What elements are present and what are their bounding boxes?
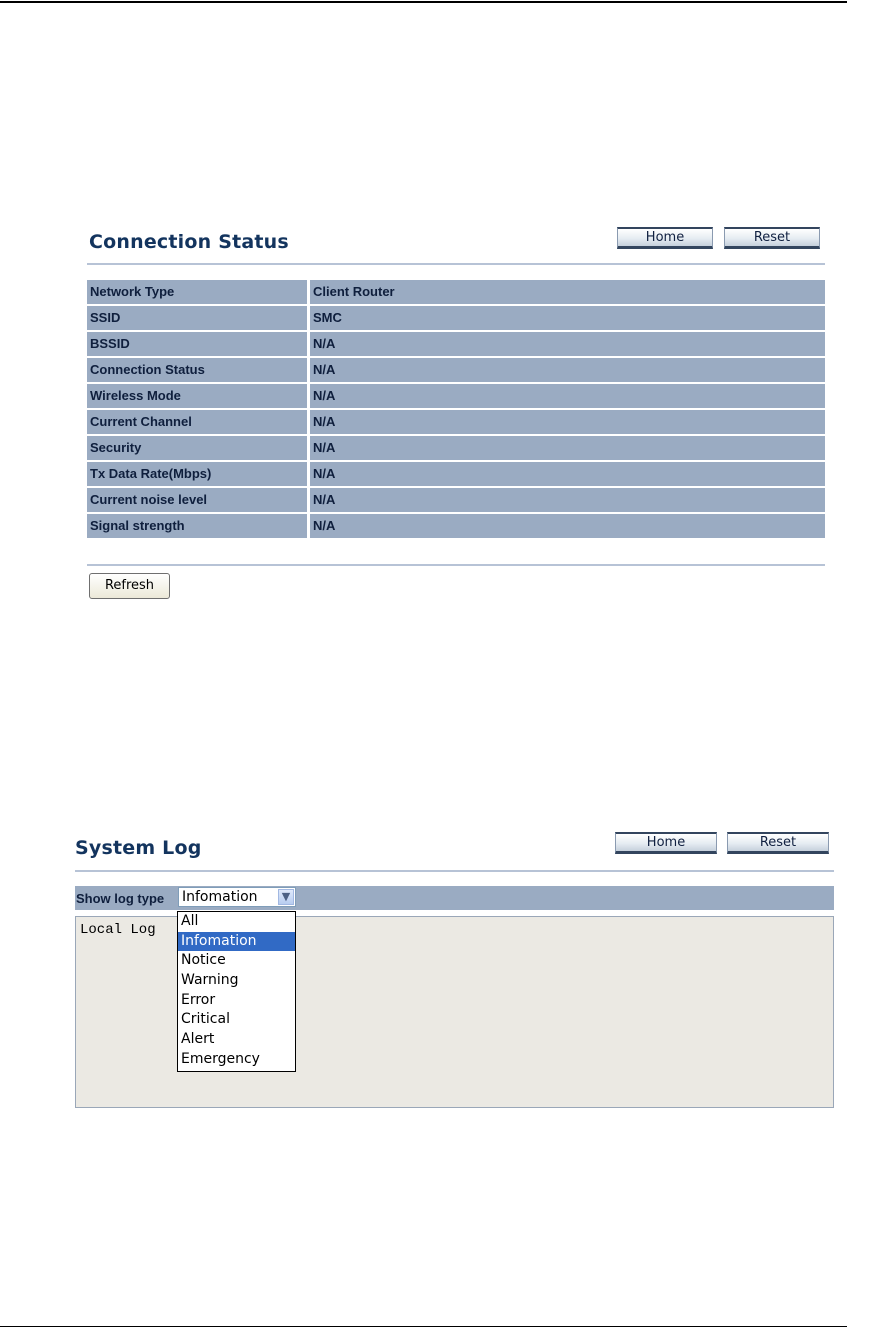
- row-label: Signal strength: [87, 514, 307, 538]
- cs-reset-button[interactable]: Reset: [724, 227, 820, 249]
- log-type-select[interactable]: [178, 887, 296, 907]
- row-value: N/A: [310, 384, 825, 408]
- row-value: N/A: [310, 358, 825, 382]
- row-label: Tx Data Rate(Mbps): [87, 462, 307, 486]
- table-row: [87, 488, 825, 512]
- row-value: N/A: [310, 332, 825, 356]
- row-label: Connection Status: [87, 358, 307, 382]
- connection-status-title: Connection Status: [89, 231, 289, 253]
- row-value: N/A: [310, 410, 825, 434]
- dropdown-option-error[interactable]: Error: [181, 991, 216, 1008]
- row-label: Wireless Mode: [87, 384, 307, 408]
- dropdown-option-notice[interactable]: Notice: [181, 952, 226, 969]
- row-value: N/A: [310, 436, 825, 460]
- table-row: [87, 436, 825, 460]
- chevron-down-icon[interactable]: ▼: [278, 889, 294, 905]
- log-reset-button[interactable]: Reset: [727, 832, 829, 854]
- log-type-label: Show log type: [76, 891, 165, 906]
- log-content: Local Log: [80, 922, 156, 938]
- cs-home-button[interactable]: Home: [617, 227, 713, 249]
- dropdown-option-alert[interactable]: Alert: [181, 1031, 215, 1048]
- table-row: [87, 332, 825, 356]
- cs-footer-divider: [87, 564, 825, 566]
- cs-header-divider: [87, 263, 825, 265]
- table-row: [87, 358, 825, 382]
- dropdown-option-infomation[interactable]: Infomation: [178, 932, 295, 952]
- row-label: Current Channel: [87, 410, 307, 434]
- row-label: Network Type: [87, 280, 307, 304]
- log-home-button[interactable]: Home: [615, 832, 717, 854]
- table-row: [87, 514, 825, 538]
- bottom-rule: [0, 1326, 847, 1327]
- top-rule: [0, 1, 847, 3]
- log-type-bar: [75, 886, 834, 910]
- row-label: BSSID: [87, 332, 307, 356]
- row-label: Current noise level: [87, 488, 307, 512]
- dropdown-option-all[interactable]: All: [181, 913, 199, 929]
- row-label: SSID: [87, 306, 307, 330]
- row-value: Client Router: [310, 280, 825, 304]
- connection-status-table: [87, 280, 825, 540]
- table-row: [87, 462, 825, 486]
- row-value: N/A: [310, 488, 825, 512]
- dropdown-option-critical[interactable]: Critical: [181, 1011, 230, 1028]
- dropdown-option-warning[interactable]: Warning: [181, 972, 239, 989]
- row-label: Security: [87, 436, 307, 460]
- log-type-selected-value: Infomation: [182, 889, 258, 905]
- system-log-title: System Log: [75, 837, 202, 859]
- log-header-divider: [75, 870, 834, 872]
- row-value: N/A: [310, 514, 825, 538]
- table-row: [87, 306, 825, 330]
- dropdown-option-emergency[interactable]: Emergency: [181, 1050, 260, 1067]
- row-value: N/A: [310, 462, 825, 486]
- table-row: [87, 410, 825, 434]
- table-row: [87, 280, 825, 304]
- row-value: SMC: [310, 306, 825, 330]
- log-type-dropdown: [177, 911, 296, 1072]
- refresh-button[interactable]: Refresh: [89, 573, 170, 599]
- table-row: [87, 384, 825, 408]
